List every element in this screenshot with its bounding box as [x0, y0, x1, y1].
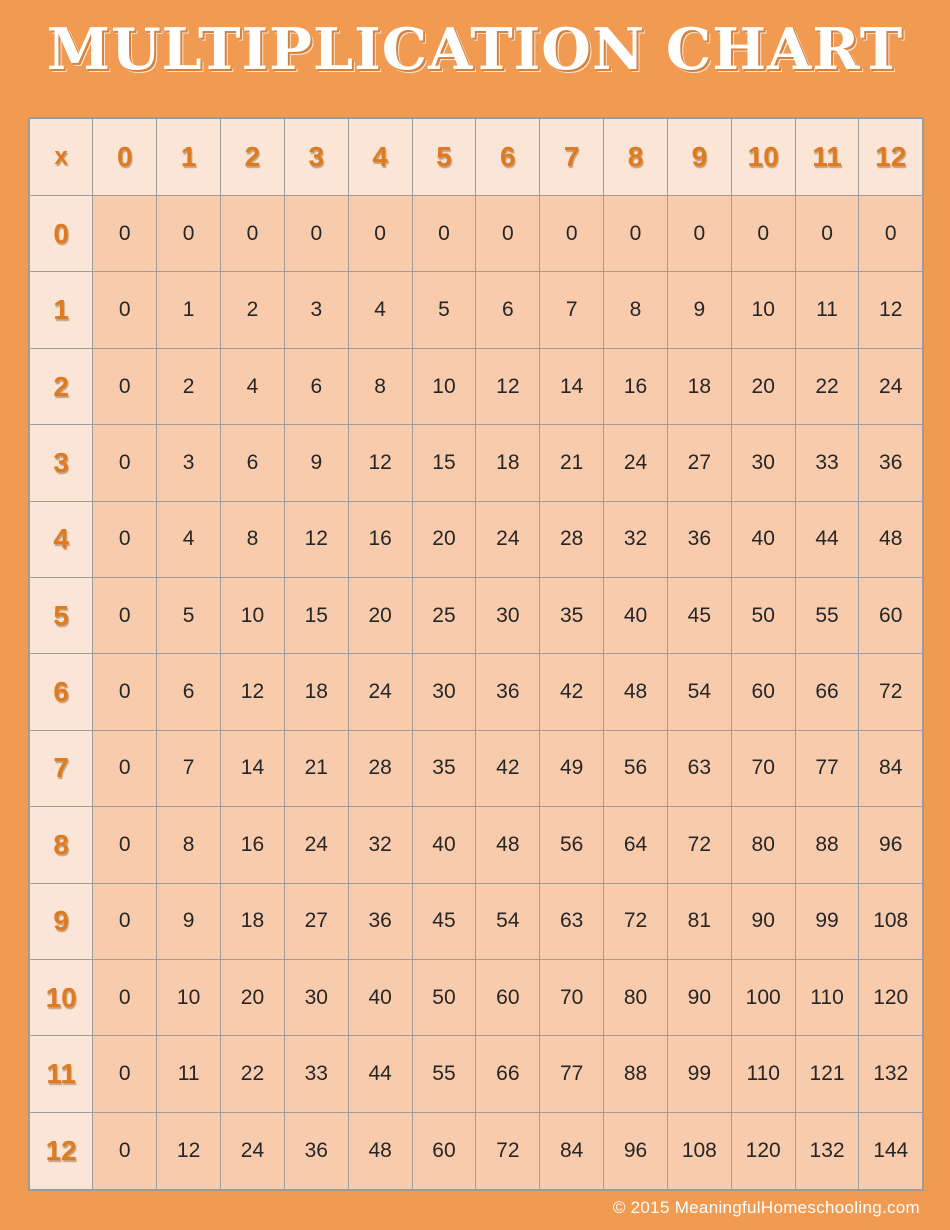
product-cell: 8	[221, 501, 285, 577]
product-cell: 10	[221, 578, 285, 654]
product-cell: 27	[284, 883, 348, 959]
product-cell: 40	[604, 578, 668, 654]
product-cell: 11	[795, 272, 859, 348]
product-cell: 18	[667, 348, 731, 424]
product-cell: 121	[795, 1036, 859, 1112]
product-cell: 54	[476, 883, 540, 959]
product-cell: 88	[795, 807, 859, 883]
product-cell: 72	[604, 883, 668, 959]
product-cell: 99	[667, 1036, 731, 1112]
product-cell: 35	[540, 578, 604, 654]
product-cell: 0	[93, 807, 157, 883]
product-cell: 12	[284, 501, 348, 577]
column-header: 5	[412, 118, 476, 196]
product-cell: 49	[540, 730, 604, 806]
product-cell: 3	[157, 425, 221, 501]
product-cell: 0	[93, 425, 157, 501]
corner-multiply-label: x	[29, 118, 93, 196]
table-row	[29, 654, 923, 730]
product-cell: 56	[604, 730, 668, 806]
product-cell: 50	[412, 959, 476, 1035]
product-cell: 7	[540, 272, 604, 348]
product-cell: 40	[731, 501, 795, 577]
product-cell: 32	[604, 501, 668, 577]
table-row	[29, 578, 923, 654]
product-cell: 6	[476, 272, 540, 348]
row-header: 10	[29, 959, 93, 1035]
product-cell: 48	[348, 1112, 412, 1190]
product-cell: 70	[540, 959, 604, 1035]
product-cell: 45	[412, 883, 476, 959]
product-cell: 18	[284, 654, 348, 730]
product-cell: 99	[795, 883, 859, 959]
product-cell: 120	[731, 1112, 795, 1190]
product-cell: 63	[667, 730, 731, 806]
product-cell: 0	[348, 196, 412, 272]
product-cell: 0	[93, 959, 157, 1035]
row-header: 1	[29, 272, 93, 348]
product-cell: 64	[604, 807, 668, 883]
product-cell: 96	[604, 1112, 668, 1190]
product-cell: 10	[412, 348, 476, 424]
product-cell: 7	[157, 730, 221, 806]
product-cell: 0	[93, 348, 157, 424]
product-cell: 22	[795, 348, 859, 424]
product-cell: 24	[348, 654, 412, 730]
product-cell: 21	[540, 425, 604, 501]
product-cell: 20	[731, 348, 795, 424]
product-cell: 108	[859, 883, 923, 959]
product-cell: 77	[795, 730, 859, 806]
row-header: 9	[29, 883, 93, 959]
multiplication-table	[28, 117, 924, 1191]
table-row	[29, 730, 923, 806]
product-cell: 5	[157, 578, 221, 654]
row-header: 2	[29, 348, 93, 424]
product-cell: 56	[540, 807, 604, 883]
product-cell: 24	[859, 348, 923, 424]
table-row	[29, 1112, 923, 1190]
product-cell: 20	[412, 501, 476, 577]
table-row	[29, 272, 923, 348]
product-cell: 110	[731, 1036, 795, 1112]
product-cell: 12	[157, 1112, 221, 1190]
product-cell: 8	[348, 348, 412, 424]
product-cell: 0	[795, 196, 859, 272]
product-cell: 84	[859, 730, 923, 806]
product-cell: 11	[157, 1036, 221, 1112]
product-cell: 30	[731, 425, 795, 501]
table-row	[29, 348, 923, 424]
row-header: 4	[29, 501, 93, 577]
product-cell: 42	[476, 730, 540, 806]
product-cell: 48	[859, 501, 923, 577]
row-header: 8	[29, 807, 93, 883]
product-cell: 0	[540, 196, 604, 272]
product-cell: 88	[604, 1036, 668, 1112]
row-header: 11	[29, 1036, 93, 1112]
product-cell: 9	[667, 272, 731, 348]
product-cell: 96	[859, 807, 923, 883]
product-cell: 33	[284, 1036, 348, 1112]
column-header: 9	[667, 118, 731, 196]
product-cell: 72	[476, 1112, 540, 1190]
product-cell: 0	[93, 501, 157, 577]
product-cell: 0	[604, 196, 668, 272]
product-cell: 44	[795, 501, 859, 577]
table-row	[29, 807, 923, 883]
product-cell: 42	[540, 654, 604, 730]
product-cell: 10	[731, 272, 795, 348]
product-cell: 0	[93, 1112, 157, 1190]
column-header: 8	[604, 118, 668, 196]
product-cell: 15	[412, 425, 476, 501]
product-cell: 8	[604, 272, 668, 348]
product-cell: 12	[348, 425, 412, 501]
product-cell: 6	[157, 654, 221, 730]
product-cell: 0	[93, 196, 157, 272]
product-cell: 50	[731, 578, 795, 654]
product-cell: 80	[604, 959, 668, 1035]
product-cell: 0	[667, 196, 731, 272]
product-cell: 28	[540, 501, 604, 577]
product-cell: 0	[284, 196, 348, 272]
product-cell: 24	[221, 1112, 285, 1190]
product-cell: 45	[667, 578, 731, 654]
product-cell: 60	[412, 1112, 476, 1190]
product-cell: 12	[859, 272, 923, 348]
row-header: 5	[29, 578, 93, 654]
product-cell: 9	[284, 425, 348, 501]
table-header-row	[29, 118, 923, 196]
product-cell: 55	[412, 1036, 476, 1112]
product-cell: 6	[284, 348, 348, 424]
product-cell: 2	[221, 272, 285, 348]
column-header: 11	[795, 118, 859, 196]
product-cell: 32	[348, 807, 412, 883]
product-cell: 0	[93, 578, 157, 654]
product-cell: 4	[157, 501, 221, 577]
product-cell: 2	[157, 348, 221, 424]
product-cell: 5	[412, 272, 476, 348]
product-cell: 110	[795, 959, 859, 1035]
product-cell: 25	[412, 578, 476, 654]
product-cell: 14	[221, 730, 285, 806]
column-header: 3	[284, 118, 348, 196]
product-cell: 132	[859, 1036, 923, 1112]
product-cell: 60	[731, 654, 795, 730]
product-cell: 66	[795, 654, 859, 730]
row-header: 7	[29, 730, 93, 806]
product-cell: 108	[667, 1112, 731, 1190]
table-row	[29, 959, 923, 1035]
product-cell: 12	[476, 348, 540, 424]
product-cell: 4	[221, 348, 285, 424]
product-cell: 36	[348, 883, 412, 959]
product-cell: 44	[348, 1036, 412, 1112]
product-cell: 16	[348, 501, 412, 577]
product-cell: 60	[476, 959, 540, 1035]
column-header: 4	[348, 118, 412, 196]
product-cell: 0	[93, 272, 157, 348]
column-header: 6	[476, 118, 540, 196]
product-cell: 77	[540, 1036, 604, 1112]
column-header: 7	[540, 118, 604, 196]
product-cell: 72	[859, 654, 923, 730]
product-cell: 36	[476, 654, 540, 730]
table-row	[29, 425, 923, 501]
product-cell: 14	[540, 348, 604, 424]
product-cell: 54	[667, 654, 731, 730]
product-cell: 0	[476, 196, 540, 272]
product-cell: 24	[476, 501, 540, 577]
table-row	[29, 1036, 923, 1112]
product-cell: 35	[412, 730, 476, 806]
row-header: 0	[29, 196, 93, 272]
product-cell: 18	[221, 883, 285, 959]
table-row	[29, 883, 923, 959]
product-cell: 16	[221, 807, 285, 883]
product-cell: 0	[859, 196, 923, 272]
product-cell: 24	[284, 807, 348, 883]
product-cell: 40	[348, 959, 412, 1035]
product-cell: 0	[157, 196, 221, 272]
column-header: 12	[859, 118, 923, 196]
product-cell: 48	[476, 807, 540, 883]
product-cell: 8	[157, 807, 221, 883]
product-cell: 30	[284, 959, 348, 1035]
multiplication-table-body	[29, 118, 923, 1190]
row-header: 3	[29, 425, 93, 501]
product-cell: 36	[667, 501, 731, 577]
product-cell: 0	[93, 730, 157, 806]
product-cell: 60	[859, 578, 923, 654]
product-cell: 10	[157, 959, 221, 1035]
product-cell: 144	[859, 1112, 923, 1190]
product-cell: 6	[221, 425, 285, 501]
page-title: MULTIPLICATION CHART	[46, 16, 904, 83]
product-cell: 33	[795, 425, 859, 501]
product-cell: 20	[348, 578, 412, 654]
table-row	[29, 501, 923, 577]
product-cell: 3	[284, 272, 348, 348]
row-header: 12	[29, 1112, 93, 1190]
product-cell: 36	[859, 425, 923, 501]
column-header: 2	[221, 118, 285, 196]
product-cell: 28	[348, 730, 412, 806]
product-cell: 36	[284, 1112, 348, 1190]
product-cell: 16	[604, 348, 668, 424]
product-cell: 0	[93, 883, 157, 959]
product-cell: 21	[284, 730, 348, 806]
product-cell: 120	[859, 959, 923, 1035]
product-cell: 1	[157, 272, 221, 348]
product-cell: 55	[795, 578, 859, 654]
product-cell: 0	[221, 196, 285, 272]
product-cell: 90	[731, 883, 795, 959]
product-cell: 12	[221, 654, 285, 730]
column-header: 10	[731, 118, 795, 196]
product-cell: 24	[604, 425, 668, 501]
product-cell: 0	[731, 196, 795, 272]
product-cell: 40	[412, 807, 476, 883]
product-cell: 0	[93, 654, 157, 730]
product-cell: 15	[284, 578, 348, 654]
product-cell: 132	[795, 1112, 859, 1190]
product-cell: 81	[667, 883, 731, 959]
table-row	[29, 196, 923, 272]
row-header: 6	[29, 654, 93, 730]
product-cell: 70	[731, 730, 795, 806]
column-header: 1	[157, 118, 221, 196]
product-cell: 30	[412, 654, 476, 730]
product-cell: 72	[667, 807, 731, 883]
copyright-text: © 2015 MeaningfulHomeschooling.com	[612, 1198, 920, 1217]
product-cell: 22	[221, 1036, 285, 1112]
column-header: 0	[93, 118, 157, 196]
product-cell: 9	[157, 883, 221, 959]
product-cell: 20	[221, 959, 285, 1035]
product-cell: 80	[731, 807, 795, 883]
product-cell: 84	[540, 1112, 604, 1190]
product-cell: 66	[476, 1036, 540, 1112]
product-cell: 18	[476, 425, 540, 501]
product-cell: 0	[412, 196, 476, 272]
product-cell: 63	[540, 883, 604, 959]
product-cell: 100	[731, 959, 795, 1035]
product-cell: 0	[93, 1036, 157, 1112]
product-cell: 4	[348, 272, 412, 348]
product-cell: 48	[604, 654, 668, 730]
product-cell: 27	[667, 425, 731, 501]
product-cell: 30	[476, 578, 540, 654]
product-cell: 90	[667, 959, 731, 1035]
